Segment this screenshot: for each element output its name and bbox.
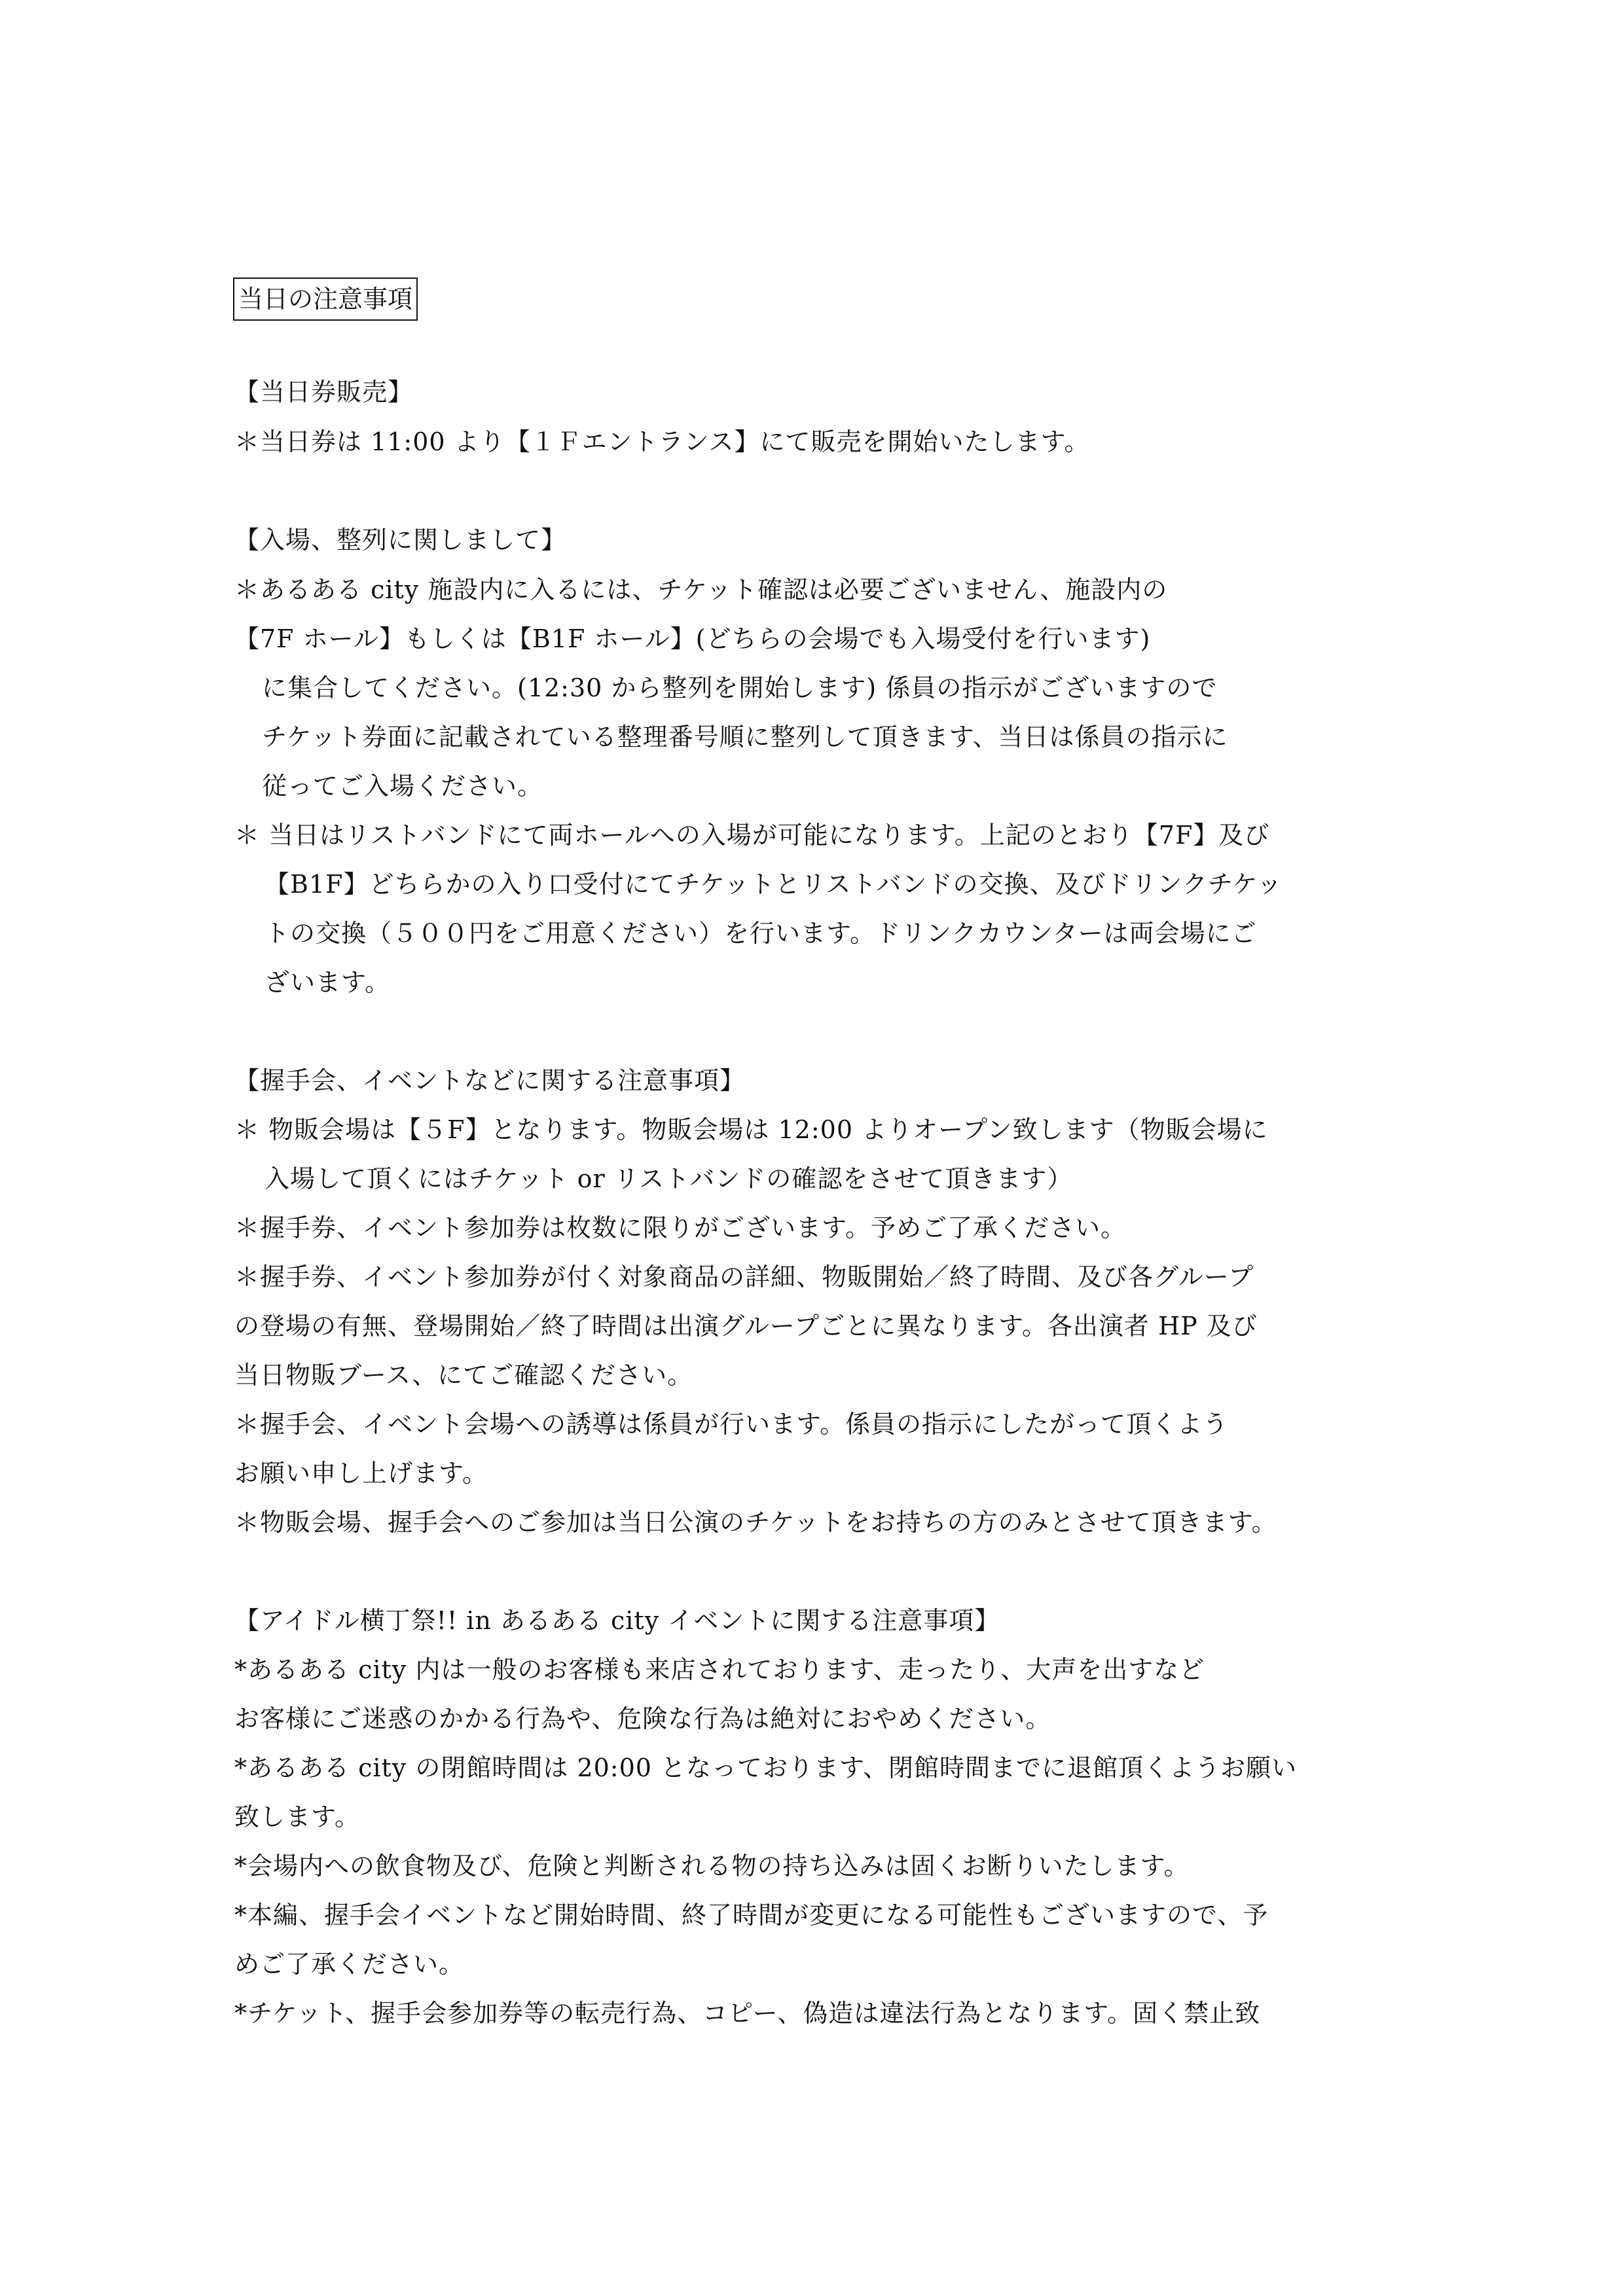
section-heading-entry-queue: 【入場、整列に関しまして】 <box>234 526 567 554</box>
text-line: *あるある city の閉館時間は 20:00 となっております、閉館時間までに退館頂くようお願い <box>234 1753 1297 1782</box>
text-line: チケット券面に記載されている整理番号順に整列して頂きます、当日は係員の指示に <box>262 723 1228 751</box>
text-line: ＊握手会、イベント会場への誘導は係員が行います。係員の指示にしたがって頂くよう <box>234 1410 1228 1439</box>
text-line: 従ってご入場ください。 <box>262 772 543 800</box>
section-heading-same-day-tickets: 【当日券販売】 <box>234 378 414 406</box>
text-line: トの交換（５００円をご用意ください）を行います。ドリンクカウンターは両会場にご <box>264 919 1257 948</box>
text-line: 【B1F】どちらかの入り口受付にてチケットとリストバンドの交換、及びドリンクチケッ <box>264 870 1283 899</box>
text-line: ＊当日券は 11:00 より【１Ｆエントランス】にて販売を開始いたします。 <box>234 427 1090 456</box>
text-line: に集合してください。(12:30 から整列を開始します) 係員の指示がございますので <box>262 673 1218 702</box>
text-line: ＊ 当日はリストバンドにて両ホールへの入場が可能になります。上記のとおり【7F】及び <box>234 821 1270 850</box>
text-line: めご了承ください。 <box>234 1950 465 1979</box>
document-title: 当日の注意事項 <box>233 278 418 321</box>
section-heading-handshake-events: 【握手会、イベントなどに関する注意事項】 <box>234 1066 746 1095</box>
text-line: ＊あるある city 施設内に入るには、チケット確認は必要ございません、施設内の <box>234 575 1168 604</box>
text-line: *会場内への飲食物及び、危険と判断される物の持ち込みは固くお断りいたします。 <box>234 1852 1190 1880</box>
text-line: ＊握手券、イベント参加券が付く対象商品の詳細、物販開始／終了時間、及び各グループ <box>234 1263 1254 1291</box>
text-line: ＊物販会場、握手会へのご参加は当日公演のチケットをお持ちの方のみとさせて頂きます。 <box>234 1508 1277 1537</box>
text-line: 致します。 <box>234 1803 360 1831</box>
text-line: *あるある city 内は一般のお客様も来店されております、走ったり、大声を出すなど <box>234 1655 1205 1684</box>
text-line: お願い申し上げます。 <box>234 1459 488 1488</box>
text-line: お客様にご迷惑のかかる行為や、危険な行為は絶対におやめください。 <box>234 1704 1051 1733</box>
text-line: ＊ 物販会場は【５F】となります。物販会場は 12:00 よりオープン致します（物販会場に <box>234 1115 1268 1144</box>
text-line: ざいます。 <box>264 968 390 997</box>
text-line: 入場して頂くにはチケット or リストバンドの確認をさせて頂きます） <box>264 1164 1073 1193</box>
text-line: *チケット、握手会参加券等の転売行為、コピー、偽造は違法行為となります。固く禁止致 <box>234 1999 1261 2028</box>
section-heading-idol-festival: 【アイドル横丁祭!! in あるある city イベントに関する注意事項】 <box>234 1606 1000 1635</box>
text-line: の登場の有無、登場開始／終了時間は出演グループごとに異なります。各出演者 HP 及び <box>234 1312 1258 1340</box>
text-line: *本編、握手会イベントなど開始時間、終了時間が変更になる可能性もございますので、予 <box>234 1901 1269 1929</box>
text-line: 【7F ホール】もしくは【B1F ホール】(どちらの会場でも入場受付を行います) <box>234 624 1151 653</box>
text-line: 当日物販ブース、にてご確認ください。 <box>234 1361 693 1390</box>
text-line: ＊握手券、イベント参加券は枚数に限りがございます。予めご了承ください。 <box>234 1213 1126 1242</box>
